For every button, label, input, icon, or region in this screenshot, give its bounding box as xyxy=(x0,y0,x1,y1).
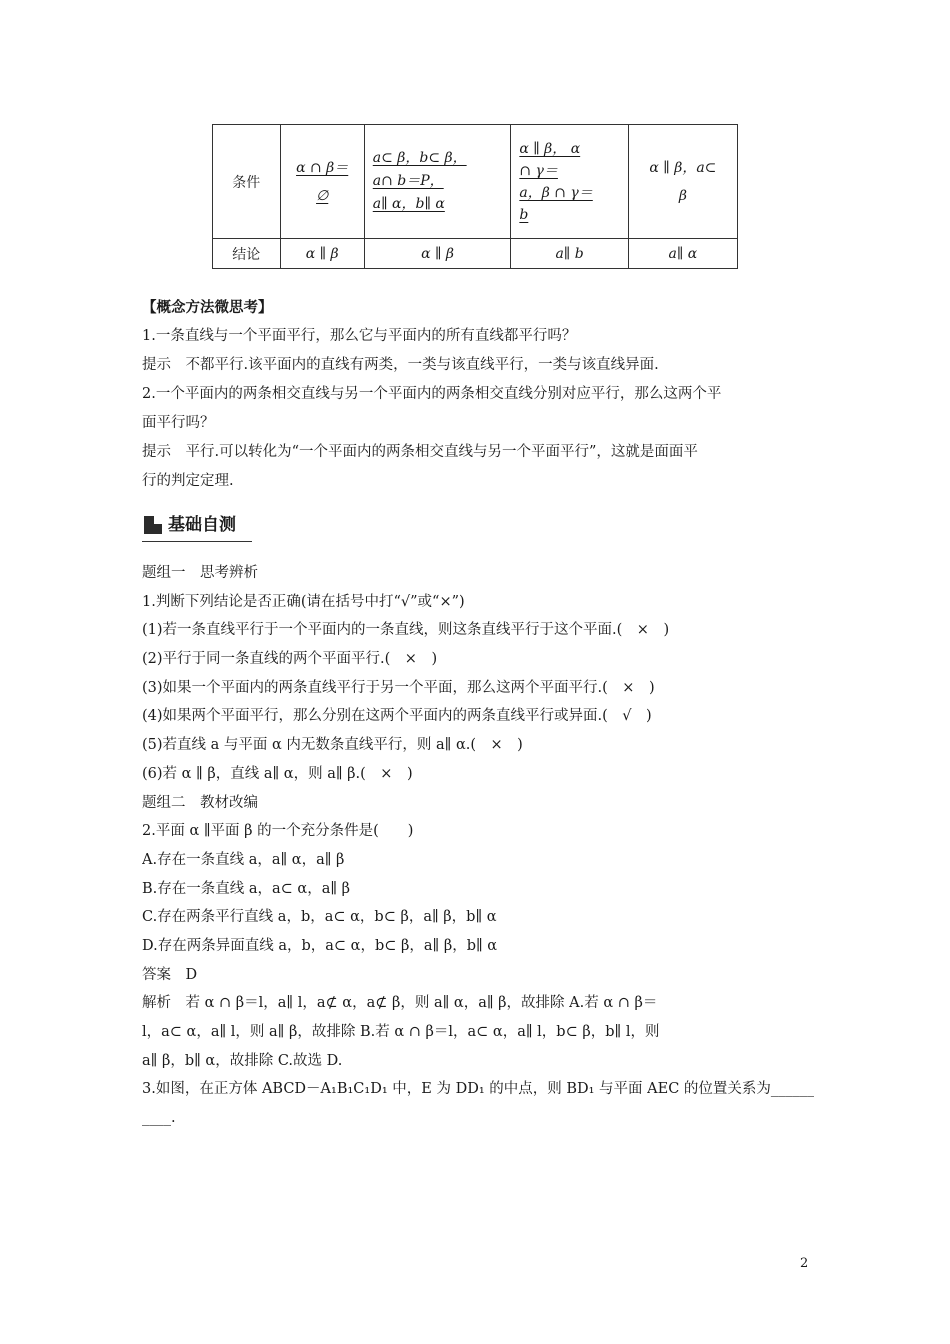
cell-condition-1 xyxy=(280,125,364,239)
cell-result-1: α ∥ β xyxy=(280,239,364,269)
exercise-line: (2)平行于同一条直线的两个平面平行.( × ) xyxy=(142,651,438,668)
page-number: 2 xyxy=(800,1256,809,1271)
exercise-line: 3.如图，在正方体 ABCD－A₁B₁C₁D₁ 中，E 为 DD₁ 的中点，则 BD₁ 与平面 AEC 的位置关系为______ xyxy=(142,1081,814,1098)
exercise-line: a∥ β，b∥ α，故排除 C.故选 D. xyxy=(142,1052,343,1069)
exercise-line: l，a⊂ α，a∥ l，则 a∥ β，故排除 B.若 α ∩ β＝l，a⊂ α，a∥ l，b⊂ β，b∥ l，则 xyxy=(142,1024,660,1040)
concept-line: 面平行吗？ xyxy=(142,415,215,431)
table-row-condition xyxy=(213,125,738,239)
cond-4-line-b: β xyxy=(678,187,687,204)
exercise-line: C.存在两条平行直线 a，b，a⊂ α，b⊂ β，a∥ β，b∥ α xyxy=(142,909,497,926)
cell-result-3: a∥ b xyxy=(511,239,628,269)
row-label-result: 结论 xyxy=(213,239,281,269)
cell-condition-2 xyxy=(364,125,511,239)
condition-table xyxy=(212,124,738,269)
exercise-line: D.存在两条异面直线 a，b，a⊂ α，b⊂ β，a∥ β，b∥ α xyxy=(142,937,498,954)
cell-result-2: α ∥ β xyxy=(364,239,511,269)
exercise-line: (4)如果两个平面平行，那么分别在这两个平面内的两条直线平行或异面.( √ ) xyxy=(142,708,652,725)
section-title: 基础自测 xyxy=(168,515,236,535)
cond-4-line-a: α ∥ β，a⊂ xyxy=(649,159,717,176)
concept-line: 1.一条直线与一个平面平行，那么它与平面内的所有直线都平行吗？ xyxy=(142,328,577,344)
cond-3-line-a: α ∥ β， α xyxy=(519,140,581,157)
section-header xyxy=(142,511,252,542)
exercise-line: 1.判断下列结论是否正确(请在括号中打“√”或“×”) xyxy=(142,593,465,610)
exercise-line: 2.平面 α ∥平面 β 的一个充分条件是( ) xyxy=(142,823,414,840)
exercise-line: (5)若直线 a 与平面 α 内无数条直线平行，则 a∥ α.( × ) xyxy=(142,737,523,754)
concept-line: 2.一个平面内的两条相交直线与另一个平面内的两条相交直线分别对应平行，那么这两个平 xyxy=(142,386,722,402)
exercise-line: B.存在一条直线 a，a⊂ α，a∥ β xyxy=(142,880,351,897)
cond-1-line-a: α ∩ β＝ xyxy=(296,159,349,176)
exercise-line: 题组二 教材改编 xyxy=(142,794,258,811)
cond-2-line-b: a∩ b＝P， xyxy=(372,173,444,189)
cond-2-line-a: a⊂ β，b⊂ β， xyxy=(372,150,467,166)
cond-1-line-b: ∅ xyxy=(316,187,329,204)
exercise-line: A.存在一条直线 a，a∥ α，a∥ β xyxy=(142,851,345,868)
exercise-line: 解析 若 α ∩ β＝l，a∥ l，a⊄ α，a⊄ β，则 a∥ α，a∥ β，故排除 A.若 α ∩ β＝ xyxy=(142,995,658,1012)
section-square-notch xyxy=(154,516,162,524)
exercise-section xyxy=(142,559,814,1133)
concept-heading: 【概念方法微思考】 xyxy=(142,299,273,316)
cell-condition-4 xyxy=(628,125,737,239)
exercise-line: 答案 D xyxy=(142,966,198,983)
exercise-line: ____. xyxy=(142,1110,176,1127)
concept-line: 行的判定定理. xyxy=(142,473,234,489)
row-label-condition: 条件 xyxy=(213,125,281,239)
cell-result-4: a∥ α xyxy=(628,239,737,269)
concept-line: 提示 平行.可以转化为“一个平面内的两条相交直线与另一个平面平行”，这就是面面平 xyxy=(142,444,698,460)
cond-3-line-c: a，β ∩ γ＝ xyxy=(519,184,593,201)
table-row-result xyxy=(213,239,738,269)
exercise-line: (6)若 α ∥ β，直线 a∥ α，则 a∥ β.( × ) xyxy=(142,765,413,782)
cond-2-line-c: a∥ α，b∥ α xyxy=(372,196,445,212)
exercise-line: (1)若一条直线平行于一个平面内的一条直线，则这条直线平行于这个平面.( × ) xyxy=(142,622,670,639)
concept-section xyxy=(142,293,812,496)
cell-condition-3 xyxy=(511,125,628,239)
exercise-line: (3)如果一个平面内的两条直线平行于另一个平面，那么这两个平面平行.( × ) xyxy=(142,679,655,696)
exercise-line: 题组一 思考辨析 xyxy=(142,565,258,581)
cond-3-line-d: b xyxy=(519,206,529,223)
concept-line: 提示 不都平行.该平面内的直线有两类，一类与该直线平行，一类与该直线异面. xyxy=(142,357,659,373)
cond-3-line-b: ∩ γ＝ xyxy=(519,162,558,179)
